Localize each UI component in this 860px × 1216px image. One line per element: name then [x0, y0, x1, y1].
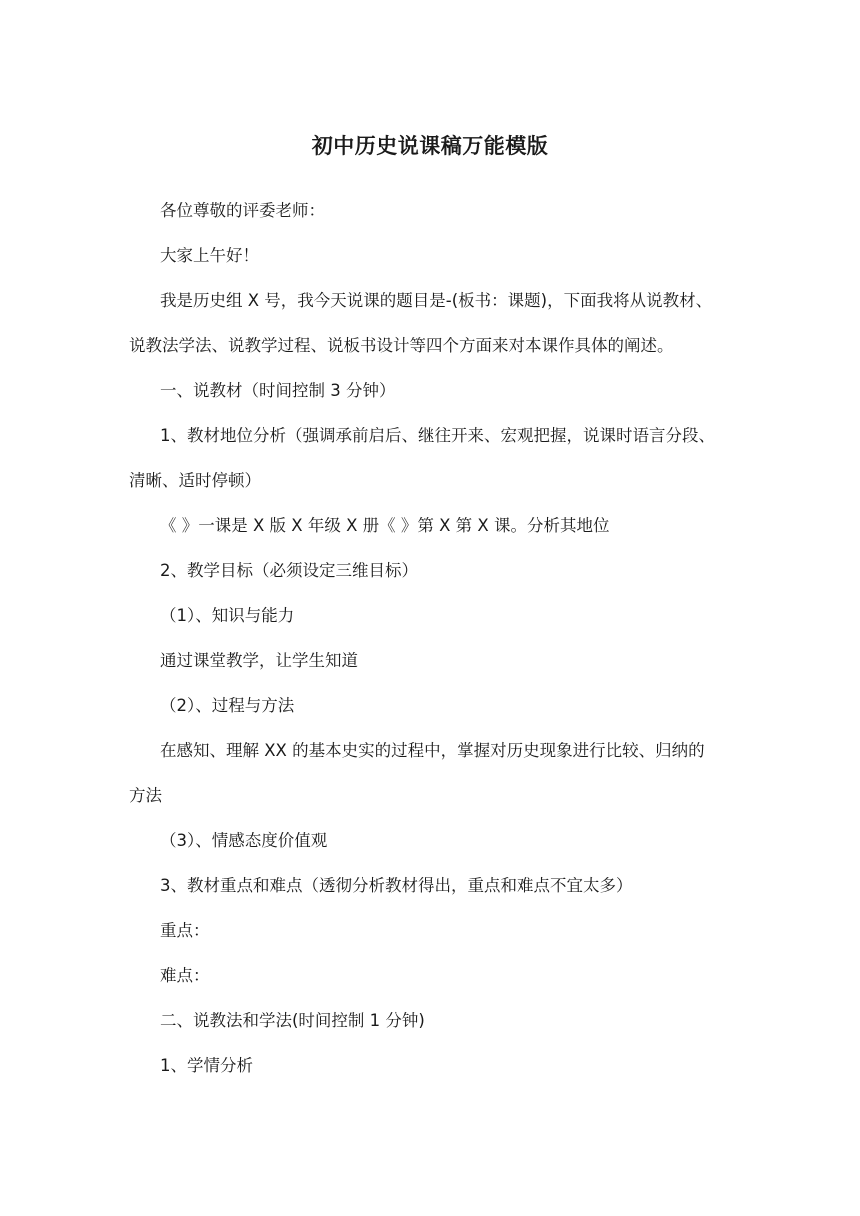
greeting-line: 各位尊敬的评委老师：	[160, 201, 325, 220]
subsection-heading: （2）、过程与方法	[160, 696, 295, 715]
paragraph-line: 方法	[129, 786, 162, 805]
paragraph-line: 重点：	[160, 921, 210, 940]
subsection-heading: 2、教学目标（必须设定三维目标）	[160, 561, 418, 580]
paragraph-line: 《 》一课是 X 版 X 年级 X 册《 》第 X 第 X 课。分析其地位	[160, 516, 610, 535]
subsection-heading: 1、学情分析	[160, 1056, 253, 1075]
section-heading: 二、说教法和学法(时间控制 1 分钟)	[160, 1011, 425, 1030]
paragraph-line: 我是历史组 X 号，我今天说课的题目是-(板书：课题)，下面我将从说教材、	[160, 291, 713, 310]
document-title: 初中历史说课稿万能模版	[311, 134, 549, 158]
paragraph-line: 清晰、适时停顿）	[129, 471, 261, 490]
subsection-heading: （3）、情感态度价值观	[160, 831, 328, 850]
paragraph-line: 难点：	[160, 966, 210, 985]
paragraph-line: 通过课堂教学，让学生知道	[160, 651, 358, 670]
salutation-line: 大家上午好！	[160, 246, 259, 265]
paragraph-line: 1、教材地位分析（强调承前启后、继往开来、宏观把握，说课时语言分段、	[160, 426, 715, 445]
subsection-heading: 3、教材重点和难点（透彻分析教材得出，重点和难点不宜太多）	[160, 876, 633, 895]
subsection-heading: （1）、知识与能力	[160, 606, 295, 625]
section-heading: 一、说教材（时间控制 3 分钟）	[160, 381, 396, 400]
paragraph-line: 在感知、理解 XX 的基本史实的过程中，掌握对历史现象进行比较、归纳的	[160, 741, 705, 760]
paragraph-line: 说教法学法、说教学过程、说板书设计等四个方面来对本课作具体的阐述。	[129, 336, 674, 355]
